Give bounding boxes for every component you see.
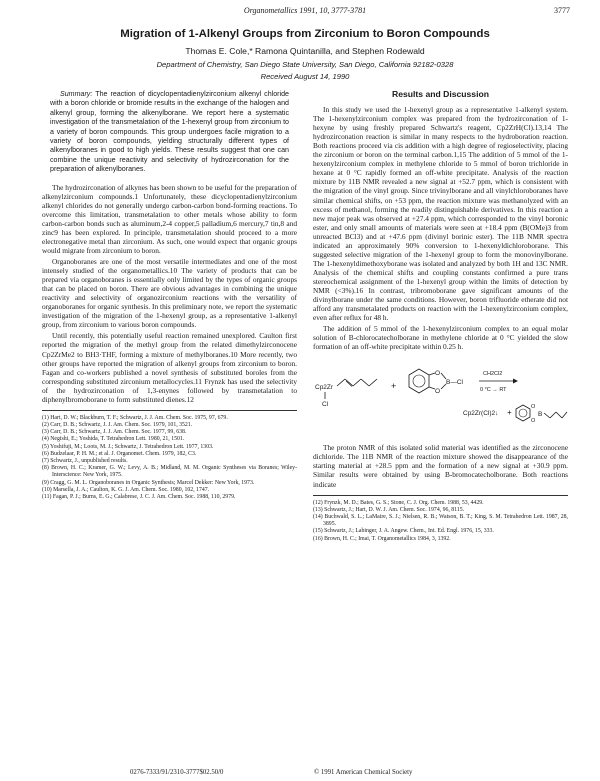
- double-bond-line: [346, 381, 352, 387]
- reference-item: (5) Yoshifuji, M.; Loots, M. J.; Schwartz, J. Tetrahedron Lett. 1977, 1303.: [42, 443, 214, 450]
- body-paragraph: The hydrozirconation of alkynes has been shown to be useful for the preparation of alkenylzirconium compounds.1 Unfortunately, these dicyclopentadienylzirconium alkenyl chlorides do not generally undergo carbon-carbon bond-forming reactions. To overcome this limitation, transmetalation to other metals whose ability to form carbon-carbon bonds such as aluminum,2-4 copper,5 palladium,6 mercury,7 tin,8 and zinc9 has been explored. In principle, transmetalation should proceed to a more electronegative metal than zirconium. As such, one would expect that organic groups would migrate from zirconium to boron.: [42, 182, 297, 255]
- reference-item: (6) Budzelaar, P. H. M.; et al. J. Organomet. Chem. 1979, 182, C3.: [42, 450, 197, 457]
- zr-chloride-label: Cl: [322, 401, 329, 409]
- reference-item: (3) Carr, D. B.; Schwartz, J. J. Am. Chem. Soc. 1977, 99, 638.: [42, 429, 187, 436]
- boron-label: B: [538, 411, 543, 419]
- footnote-references-right: [313, 500, 568, 543]
- oxygen-label: O: [531, 418, 536, 425]
- arrow-condition-top: CH2Cl2: [483, 371, 503, 378]
- reaction-scheme: [313, 355, 568, 437]
- reference-item: (16) Brown, H. C.; Imai, T. Organometallics 1984, 3, 1392.: [313, 535, 451, 542]
- reference-item: (11) Fagan, P. J.; Burns, E. G.; Calabrese, J. C. J. Am. Chem. Soc. 1988, 110, 2979.: [42, 494, 236, 501]
- journal-citation: Organometallics 1991, 10, 3777-3781: [243, 6, 367, 15]
- reference-item: (12) Frynzk, M. D.; Bates, G. S.; Stone, C. J. Org. Chem. 1988, 53, 4429.: [313, 499, 484, 506]
- reference-item: (2) Carr, D. B.; Schwartz, J. J. Am. Chem. Soc. 1979, 101, 3521.: [42, 421, 193, 428]
- reference-item: (13) Schwartz, J.; Hart, D. W. J. Am. Chem. Soc. 1974, 96, 8115.: [313, 506, 465, 513]
- oxygen-label: O: [531, 404, 536, 411]
- body-paragraph: Organoboranes are one of the most versatile intermediates and one of the most intensely studied of the organometallics.10 The variety of products that can be prepared via organoboranes is essentially only limited by the types of organic groups that can be placed on boron. There are obvious advantages in combining the unique reactivity and selectivity of organozirconium reactions with the versatility of organoboranes for organic synthesis. In this preliminary note, we report the systematic investigation of the migration of the 1-hexenyl group, as a representative 1-alkenyl group, from zirconium to various boron compounds.: [42, 257, 297, 330]
- plus-sign: +: [391, 381, 397, 392]
- reference-item: (7) Schwartz, J., unpublished results.: [42, 458, 128, 464]
- running-head: [40, 6, 570, 18]
- zirconocene-dichloride-label: Cp2Zr(Cl)2↓: [463, 410, 499, 418]
- page-footer: [40, 769, 570, 779]
- author-affiliation: Department of Chemistry, San Diego State University, San Diego, California 92182-0328: [156, 60, 454, 69]
- body-paragraph: The proton NMR of this isolated solid material was identified as the zirconocene dichloride. The 11B NMR of the reaction mixture showed the disappearance of the starting material at +28.5 ppm and the formation of a new signal at +30.9 ppm. Similar results were obtained by using B-bromocatecholborane. Both reactions indicate: [313, 443, 568, 489]
- bond-line: [550, 412, 556, 418]
- plus-sign: +: [507, 408, 512, 418]
- bond-line: [345, 379, 353, 386]
- chloroborane-label: B—Cl: [446, 379, 463, 387]
- body-paragraph: Until recently, this potentially useful reaction remained unexplored. Caulton first reported the migration of the methyl group from the related dimethylzirconocene Cp2ZrMe2 to BH3·THF, forming a mixture of methylboranes.10 More recently, two other groups have reported the migration of alkenyl groups from zirconium to boron. Fagan and co-workers published a novel synthesis of substituted boroles from the corresponding substituted zirconium metallocycles.11 Frynzk has used the selectivity of the hydrozirconation of 1,3-enynes followed by transmetalation to diphenylbromoborane to form substituted dienes.12: [42, 331, 297, 404]
- summary-label: Summary:: [60, 90, 93, 98]
- benzene-ring: [409, 369, 429, 393]
- bond-line: [562, 412, 567, 418]
- bond-line: [544, 413, 550, 418]
- copyright-notice: © 1991 American Chemical Society: [314, 769, 413, 776]
- right-column: [313, 90, 568, 543]
- oxygen-label: O: [435, 388, 441, 396]
- bond-line: [361, 379, 369, 386]
- body-paragraph: In this study we used the 1-hexenyl group as a representative 1-alkenyl system. The 1-hexenylzirconium complex was prepared from the hydrozirconation of 1-hexyne by using freshly prepared Schwartz's reagent, Cp2ZrH(Cl).13,14 The hydrozirconation reaction is similar in many respects to the hydroboration reaction. Both reactions proceed via cis addition with a high degree of regioselectivity, placing the zirconium or boron on the terminal carbon.1,15 The addition of 5 mmol of the 1-hexenylzirconium complex in methylene chloride to 5 mmol of boron trichloride in hexane at 0 °C rapidly formed an off-white precipitate. Analysis of the reaction mixture by 11B NMR revealed a new signal at +52.7 ppm, which is consistent with the migration of the vinyl group. Since trivinylborane and all vinylchloroboranes have similar chemical shifts, on +53 ppm, the reaction mixture was methanolyzed with an excess of methanol, forming the readily distinguishable derivatives. In this reaction a new major peak was observed at +27.4 ppm, which corresponded to the vinyl boronic ester, and only small amounts of materials were seen at +18.4 ppm (B(OMe)3 from unreacted BCl3) and at +47.6 ppm (divinyl borinic ester). The 11B NMR spectra indicated an approximately 90% conversion to 1-hexenyldichloroborane. This suggested selective migration of the 1-hexenyl group to form the monovinylborane. The 1-hexenyldimethoxyborane was isolated and analyzed by both 1H and 13C NMR. Analysis of the chemical shifts and coupling constants confirmed a pure trans stereochemical assignment of the 1-hexenyl group within the limits of detection by NMR (<3%).16 In contrast, tribromoborane gave significant amounts of the divinylborane under the same conditions. However, boron trifluoride etherate did not afford any transmetalated products on reaction with the 1-hexenylzirconium complex, even after reflux for 48 h.: [313, 105, 568, 323]
- oxygen-label: O: [435, 370, 441, 378]
- received-date: Received August 14, 1990: [260, 72, 350, 81]
- summary-text: The reaction of dicyclopentadienylzirconium alkenyl chloride with a boron chloride or bromide results in the exchange of the halogen and alkenyl group, forming the alkenylborane. We report here a systematic investigation of the transmetalation of the 1-hexenyl group from zirconium to a variety of boron compounds. This group undergoes facile migration to a variety of boron compounds, yielding structurally different types of alkenylboranes in good to high yields. These results suggest that one can combine the unique reactivity and selectivity of hydrozirconation for the preparation of alkenylboranes.: [50, 90, 289, 174]
- reference-item: (8) Brown, H. C.; Kramer, G. W.; Levy, A. B.; Midland, M. M. Organic Syntheses via Boranes; Wiley-Interscience: New York, 1975.: [42, 465, 297, 479]
- reference-item: (1) Hart, D. W.; Blackburn, T. F.; Schwartz, J. J. Am. Chem. Soc. 1975, 97, 679.: [42, 414, 228, 421]
- footnote-references-left: [42, 415, 297, 501]
- left-column: [42, 90, 297, 501]
- bond-line: [556, 412, 562, 418]
- reference-item: (15) Schwartz, J.; Labinger, J. A. Angew. Chem., Int. Ed. Engl. 1976, 15, 333.: [313, 528, 494, 535]
- reference-item: (9) Cragg, G. M. L. Organoboranes in Organic Synthesis; Marcel Dekker: New York, 1973.: [42, 479, 255, 486]
- benzene-ring: [516, 405, 530, 421]
- reference-item: (14) Buchwald, S. L.; LaMaire, S. J.; Nielsen, R. B.; Watson, B. T.; King, S. M. Tetrahedron Lett. 1987, 28, 3895.: [313, 513, 568, 528]
- article-title: Migration of 1-Alkenyl Groups from Zirconium to Boron Compounds: [120, 28, 490, 40]
- zr-reagent-label: Cp2Zr: [315, 384, 334, 392]
- bond-line: [369, 379, 377, 386]
- article-authors: Thomas E. Cole,* Ramona Quintanilla, and Stephen Rodewald: [185, 46, 425, 56]
- article-code: 0276-7333/91/2310-3777$02.50/0: [130, 769, 224, 776]
- reference-item: (10) Marsella, J. A.; Caulton, K. G. J. Am. Chem. Soc. 1980, 102, 1747.: [42, 486, 210, 493]
- arrow-condition-bottom: 0 °C → RT: [480, 387, 507, 394]
- aromatic-circle: [519, 409, 527, 417]
- footnote-divider: [313, 495, 568, 496]
- reaction-scheme-drawing: [313, 355, 568, 437]
- footnote-divider: [42, 410, 297, 411]
- bond-line: [337, 379, 345, 386]
- bond-line: [353, 379, 361, 386]
- reaction-arrowhead: [513, 379, 518, 384]
- page-number: 3777: [554, 6, 570, 15]
- body-paragraph: The addition of 5 mmol of the 1-hexenylzirconium complex to an equal molar solution of B-chlorocatecholborane in methylene chloride at 0 °C yielded the slow formation of an off-white precipitate within 0.25 h.: [313, 324, 568, 352]
- aromatic-circle: [413, 375, 425, 387]
- reference-item: (4) Negishi, E.; Yoshida, T. Tetrahedron Lett. 1980, 21, 1501.: [42, 436, 185, 443]
- summary-abstract: [50, 90, 289, 175]
- section-heading: Results and Discussion: [392, 89, 489, 99]
